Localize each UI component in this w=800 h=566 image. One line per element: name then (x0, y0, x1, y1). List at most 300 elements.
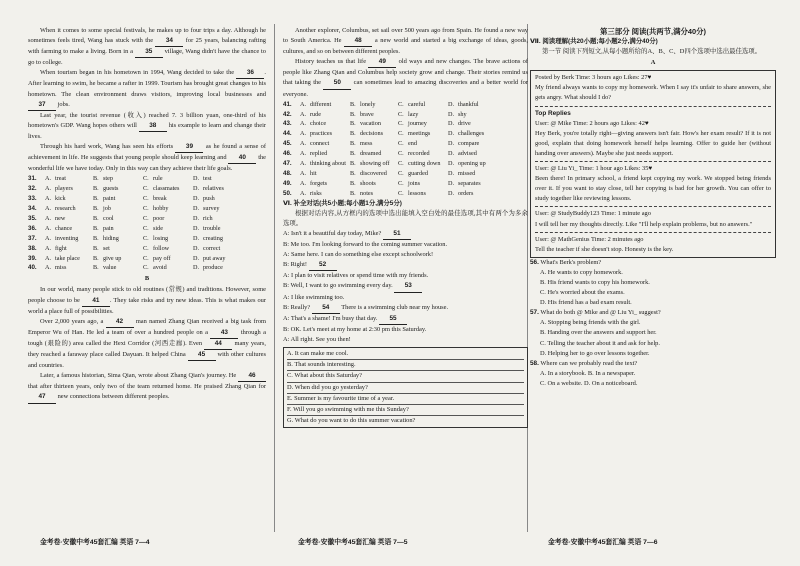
option-letter: D. (448, 100, 455, 108)
dialog-line (283, 260, 528, 271)
option-letter: B. (350, 140, 356, 148)
question-number: 32. (28, 185, 37, 193)
option-row (28, 224, 266, 234)
dialog-line (283, 335, 528, 345)
reply-body: Been there! In primary school, a friend kept copying my work. We stopped being friends over it. If you want to stay close, tell her copying is bad for her growth. You can offer to study together like reviewing lessons. (535, 175, 771, 203)
option-row (283, 169, 528, 179)
option-letter: D. (448, 150, 455, 158)
choices-box (283, 347, 528, 428)
option-c: rule (153, 175, 163, 183)
option-b: dreamed (360, 150, 382, 158)
option-d: thankful (458, 100, 479, 108)
option-letter: D. (193, 254, 200, 262)
option-c: end (408, 140, 417, 148)
reply-body: Hey Berk, you're totally right—giving answers isn't fair. How's her exam result? If it is not good, explain that doing homework herself helps learning. Offer to guide her (without handing over answers). Maybe she just needs support. (535, 129, 771, 157)
option-b: hiding (103, 234, 119, 242)
option-d: creating (203, 234, 223, 242)
blank-40: 40 (228, 153, 256, 164)
paragraph: When tourism began in his hometown in 1994, Wang decided to take the 36 . After learning to swim, he became a rafter in 1999. Tourism has brought great changes to his hometown. The clean environment draws visitors, improving local businesses and 37 jobs. (28, 68, 266, 110)
option-d: produce (203, 264, 223, 272)
option-letter: D. (448, 110, 455, 118)
option-letter: A. (300, 170, 307, 177)
option-d: opening up (458, 160, 486, 168)
answer-option: B. His friend wants to copy his homework. (540, 278, 650, 286)
option-letter: C. (143, 195, 149, 203)
reply-body: I will tell her my thoughts directly. Like "I'll help explain problems, but no answers." (535, 220, 753, 228)
reply-meta: User: @ MathGenius Time: 2 minutes ago (535, 235, 644, 243)
option-row (28, 254, 266, 264)
questions-list (530, 258, 776, 389)
option-b: vacation (360, 120, 381, 128)
question-number: 43. (283, 120, 292, 128)
option-letter: B. (93, 244, 99, 252)
dialog-line (283, 303, 528, 314)
option-row (28, 174, 266, 184)
divider (535, 106, 771, 107)
option-letter: A. (300, 150, 307, 158)
top-replies-heading: Top Replies (535, 109, 571, 117)
option-letter: A. (45, 214, 52, 222)
option-letter: C. (398, 120, 404, 128)
blank-42: 42 (106, 317, 134, 328)
question-number: 34. (28, 205, 37, 213)
option-a: kick (55, 195, 66, 203)
option-d: test (203, 175, 212, 183)
option-row (28, 204, 266, 214)
choice-option: B. That sounds interesting. (287, 360, 524, 371)
blank-50: 50 (323, 78, 351, 89)
option-letter: B. (93, 234, 99, 242)
option-b: shoots (360, 179, 376, 187)
question (530, 258, 776, 268)
divider (535, 206, 771, 207)
option-a: treat (55, 175, 66, 183)
option-b: discovered (360, 170, 387, 177)
option-letter: D. (193, 244, 200, 252)
blank-43: 43 (210, 328, 238, 339)
answer-option: D. His friend has a bad exam result. (540, 299, 632, 307)
option-letter: C. (143, 244, 149, 252)
options-list (283, 100, 528, 199)
option-letter: D. (448, 120, 455, 128)
option-letter: D. (448, 189, 455, 197)
option-letter: D. (193, 185, 200, 193)
option-b: value (103, 264, 117, 272)
question-text: What's Berk's problem? (540, 258, 602, 266)
option-d: push (203, 195, 215, 203)
option-letter: C. (398, 160, 404, 168)
dialog (283, 229, 528, 345)
answer-option: B. Handing over the answers and support her. (540, 329, 657, 337)
option-d: correct (203, 244, 221, 252)
dialog-text: B: OK. Let's meet at my home at 2:30 pm this Saturday. (283, 325, 427, 333)
option-letter: A. (300, 189, 307, 197)
option-c: side (153, 224, 163, 232)
option-row (283, 159, 528, 169)
option-c: hobby (153, 205, 169, 213)
option-a: players (55, 185, 73, 193)
option-letter: A. (300, 160, 307, 168)
option-c: losing (153, 234, 169, 242)
dialog-line (283, 293, 528, 303)
reply-meta: User: @ Mike Time: 2 hours ago Likes: 42♥ (535, 119, 649, 127)
option-letter: B. (350, 100, 356, 108)
question-number: 47. (283, 160, 292, 168)
option-d: challenges (458, 130, 485, 138)
option-a: hit (310, 170, 317, 177)
question-number: 35. (28, 214, 37, 222)
option-a: risks (310, 189, 322, 197)
option-c: lazy (408, 110, 419, 118)
page-footer-left: 金考卷·安徽中考45套汇编 英语 7—4 (40, 539, 150, 546)
option-letter: D. (193, 234, 200, 242)
option-letter: C. (143, 214, 149, 222)
option-c: poor (153, 214, 165, 222)
option-letter: C. (143, 205, 149, 213)
answer-option: C. He's worried about the exams. (540, 289, 625, 297)
option-a: different (310, 100, 332, 108)
reply-meta: User: @ StudyBuddy123 Time: 1 minute ago (535, 210, 651, 218)
choice-option: D. When did you go yesterday? (287, 383, 524, 394)
option-letter: D. (448, 179, 455, 187)
blank-52: 52 (309, 260, 337, 271)
middle-column (283, 26, 528, 526)
option-letter: B. (350, 179, 356, 187)
blank-36: 36 (236, 68, 264, 79)
option-c: recorded (408, 150, 430, 158)
option-b: notes (360, 189, 374, 197)
option-row (283, 179, 528, 189)
question-number: 42. (283, 110, 292, 118)
option-d: shy (458, 110, 467, 118)
question-number: 44. (283, 130, 292, 138)
option-letter: B. (350, 130, 356, 138)
dialog-line (283, 250, 528, 260)
option-b: cool (103, 214, 114, 222)
passage-label: A (650, 59, 656, 67)
option-letter: D. (448, 160, 455, 168)
option-letter: B. (93, 264, 99, 272)
forum-box (530, 70, 776, 258)
choice-option: F. Will you go swimming with me this Sunday? (287, 405, 524, 416)
paragraph: Over 2,000 years ago, a 42 man named Zhang Qian received a big task from Emperor Wu of Han. He led a team of over a hundred people on a 43 through a tough (艰险的) area called the Hexi Corridor (河西走廊). Even 44 many years, they reached a faraway place called Dayuan. It helped China 45 with other cultures and countries. (28, 317, 266, 370)
option-letter: C. (143, 185, 149, 193)
choice-option: G. What do you want to do this summer vacation? (287, 417, 416, 425)
blank-53: 53 (394, 281, 422, 292)
page-footer-middle: 金考卷·安徽中考45套汇编 英语 7—5 (298, 539, 408, 546)
option-letter: A. (45, 244, 52, 252)
question-text: What do both @ Mike and @ Liu Yi_ suggest? (540, 309, 661, 317)
option-row (28, 263, 266, 273)
option-a: inventing (55, 234, 79, 242)
option-letter: C. (143, 175, 149, 183)
option-c: careful (408, 100, 426, 108)
question-number: 41. (283, 100, 292, 108)
question-text: Where can we probably read the text? (540, 359, 638, 367)
option-d: put away (203, 254, 226, 262)
blank-41: 41 (82, 296, 110, 307)
question (530, 308, 776, 318)
blank-55: 55 (379, 314, 407, 325)
question-number: 49. (283, 179, 292, 187)
dialog-text: A: I plan to visit relatives or spend time with my friends. (283, 272, 429, 280)
question-number: 45. (283, 140, 292, 148)
blank-37: 37 (28, 100, 56, 111)
question-number: 56. (530, 258, 539, 266)
answer-option: D. Helping her to go over lessons together. (540, 349, 650, 357)
option-c: follow (153, 244, 170, 252)
option-d: drive (458, 120, 471, 128)
option-letter: C. (143, 254, 149, 262)
right-column (530, 26, 776, 526)
answer-option: A. He wants to copy homework. (540, 268, 623, 276)
option-letter: D. (448, 170, 455, 177)
option-b: guests (103, 185, 119, 193)
option-d: survey (203, 205, 220, 213)
option-row (283, 129, 528, 139)
option-row (283, 100, 528, 110)
option-letter: A. (300, 179, 307, 187)
answer-option: A. In a storybook. B. In a newspaper. (540, 369, 636, 377)
section-b-label: B (144, 275, 150, 283)
option-c: meetings (408, 130, 431, 138)
option-letter: B. (350, 150, 356, 158)
option-letter: A. (45, 205, 52, 213)
option-d: relatives (203, 185, 224, 193)
option-letter: C. (143, 264, 149, 272)
option-letter: A. (45, 254, 52, 262)
instructions: 第一节 阅读下列短文,从每小题所给的A、B、C、D四个选项中选出最佳选项。 (542, 48, 762, 56)
option-d: rich (203, 214, 213, 222)
blank-44: 44 (204, 339, 232, 350)
option-row (28, 214, 266, 224)
question-number: 39. (28, 254, 37, 262)
option-letter: A. (300, 120, 307, 128)
option-row (28, 194, 266, 204)
option-letter: C. (143, 234, 149, 242)
option-letter: A. (45, 175, 52, 183)
question-number: 46. (283, 150, 292, 158)
option-letter: D. (448, 130, 455, 138)
answer-option: A. Stopping being friends with the girl. (540, 319, 641, 327)
option-c: classmates (153, 185, 180, 193)
option-a: chance (55, 224, 73, 232)
question-number: 31. (28, 175, 37, 183)
option-b: pain (103, 224, 114, 232)
question-number: 33. (28, 195, 37, 203)
column-divider (274, 24, 275, 532)
blank-49: 49 (368, 57, 396, 68)
blank-34: 34 (155, 36, 183, 47)
dialog-line (283, 325, 528, 335)
option-b: decisions (360, 130, 384, 138)
option-letter: B. (93, 205, 99, 213)
blank-46: 46 (238, 371, 266, 382)
section-title: Ⅶ. 阅读理解(共20小题;每小题2分,满分40分) (530, 38, 658, 45)
options-list (28, 174, 266, 273)
blank-54: 54 (312, 303, 340, 314)
option-b: mess (360, 140, 373, 148)
option-a: choice (310, 120, 327, 128)
option-letter: A. (45, 234, 52, 242)
post-meta: Posted by Berk Time: 3 hours ago Likes: 27♥ (535, 74, 652, 82)
question-number: 36. (28, 224, 37, 232)
option-c: guarded (408, 170, 428, 177)
option-b: paint (103, 195, 116, 203)
dialog-line (283, 240, 528, 250)
option-row (283, 139, 528, 149)
option-letter: B. (93, 175, 99, 183)
option-a: research (55, 205, 76, 213)
instructions: 根据对话内容,从方框内的选项中选出能填入空白处的最佳选项,其中有两个为多余选项。 (283, 209, 528, 227)
divider (535, 161, 771, 162)
dialog-line (283, 271, 528, 281)
option-row (28, 234, 266, 244)
option-a: take place (55, 254, 80, 262)
choice-option: E. Summer is my favourite time of a year. (287, 394, 524, 405)
option-c: joins (408, 179, 421, 187)
option-letter: B. (93, 224, 99, 232)
option-letter: A. (45, 264, 52, 272)
dialog-text: A: That's a shame! I'm busy that day. (283, 314, 380, 322)
blank-39: 39 (175, 142, 203, 153)
question-number: 58. (530, 359, 539, 367)
option-letter: D. (448, 140, 455, 148)
option-letter: A. (45, 185, 52, 193)
reply-body: Tell the teacher if she doesn't stop. Honesty is the key. (535, 245, 674, 253)
option-letter: C. (398, 130, 404, 138)
option-letter: A. (300, 100, 307, 108)
option-b: give up (103, 254, 122, 262)
option-row (283, 189, 528, 199)
dialog-text: There is a swimming club near my house. (339, 303, 449, 311)
left-column (28, 26, 266, 526)
question (530, 359, 776, 369)
option-d: orders (458, 189, 474, 197)
option-row (283, 110, 528, 120)
section-title: Ⅵ. 补全对话(共5小题;每小题1分,满分5分) (283, 199, 402, 207)
option-letter: C. (398, 100, 404, 108)
option-letter: B. (93, 195, 99, 203)
option-letter: C. (398, 179, 404, 187)
choice-option: C. What about this Saturday? (287, 371, 524, 382)
option-d: missed (458, 170, 476, 177)
option-a: connect (310, 140, 330, 148)
dialog-line (283, 281, 528, 292)
paragraph: History teaches us that life 49 old ways and new changes. The brave actions of people like Zhang Qian and Columbus help society grow and change. Their stories remind us that taking the 50 can sometimes lead to amazing discoveries and a better world for everyone. (283, 58, 528, 98)
option-letter: C. (398, 140, 404, 148)
dialog-text: A: Same here. I can do something else except schoolwork! (283, 251, 434, 259)
option-d: compare (458, 140, 480, 148)
divider (535, 232, 771, 233)
option-row (28, 244, 266, 254)
option-letter: C. (143, 224, 149, 232)
option-a: thinking about (310, 160, 346, 168)
option-a: replied (310, 150, 328, 158)
paragraph: When it comes to some special festivals, he makes up to four trips a day. Although he sometimes feels tired, Wang has stuck with the 34 for 25 years, balancing rafting with farming to make a living. Born in a 35 village, Wang didn't have the chance to go to college. (28, 27, 266, 67)
option-letter: B. (350, 189, 356, 197)
option-letter: D. (193, 175, 200, 183)
option-letter: C. (398, 170, 404, 177)
option-letter: B. (93, 185, 99, 193)
question-number: 37. (28, 234, 37, 242)
option-c: lessons (408, 189, 426, 197)
choice-option: A. It can make me cool. (287, 349, 524, 360)
option-a: new (55, 214, 66, 222)
question-number: 57. (530, 309, 539, 317)
dialog-line (283, 314, 528, 325)
replies-list (535, 119, 771, 255)
option-c: journey (408, 120, 427, 128)
option-letter: C. (398, 150, 404, 158)
dialog-text: A: I like swimming too. (283, 293, 345, 301)
option-b: brave (360, 110, 374, 118)
option-c: avoid (153, 264, 167, 272)
option-b: set (103, 244, 110, 252)
dialog-text: B: Right! (283, 261, 309, 269)
blank-48: 48 (344, 36, 372, 47)
option-row (28, 184, 266, 194)
question-number: 40. (28, 264, 37, 272)
option-letter: D. (193, 264, 200, 272)
blank-35: 35 (135, 47, 163, 58)
option-a: rude (310, 110, 321, 118)
option-letter: B. (93, 254, 99, 262)
part-heading: 第三部分 阅读(共两节,满分40分) (600, 27, 706, 36)
dialog-text: B: Really? (283, 303, 312, 311)
option-letter: B. (350, 170, 356, 177)
option-letter: B. (350, 120, 356, 128)
option-letter: C. (398, 189, 404, 197)
option-a: forgets (310, 179, 328, 187)
paragraph: Through his hard work, Wang has seen his efforts 39 as he found a sense of achievement in life. He suggests that young people should keep learning and 40 the wonderful life we have today. Only in this way can they achieve their life goals. (28, 143, 266, 173)
option-a: fight (55, 244, 67, 252)
post-body: My friend always wants to copy my homework. When I say it's unfair to share answers, she gets angry. What should I do? (535, 84, 771, 102)
option-d: trouble (203, 224, 221, 232)
option-c: break (153, 195, 167, 203)
option-d: advised (458, 150, 477, 158)
option-letter: D. (193, 224, 200, 232)
dialog-line (283, 229, 528, 240)
question-number: 50. (283, 189, 292, 197)
option-b: showing off (360, 160, 390, 168)
page-footer-right: 金考卷·安徽中考45套汇编 英语 7—6 (548, 539, 658, 546)
option-d: separates (458, 179, 481, 187)
option-b: job (103, 205, 111, 213)
option-letter: A. (300, 140, 307, 148)
dialog-text: B: Well, I want to go swimming every day. (283, 282, 395, 290)
option-letter: A. (45, 224, 52, 232)
option-c: pay off (153, 254, 171, 262)
question-number: 48. (283, 170, 292, 177)
paragraph: Later, a famous historian, Sima Qian, wrote about Zhang Qian's journey. He 46 that after thirteen years, only two of the team returned home. He praised Zhang Qian for 47 new connections between different peoples. (28, 371, 266, 403)
option-letter: D. (193, 205, 200, 213)
answer-option: C. On a website. D. On a noticeboard. (540, 379, 638, 387)
blank-38: 38 (139, 121, 167, 132)
option-letter: A. (300, 130, 307, 138)
option-b: step (103, 175, 113, 183)
answer-option: C. Telling the teacher about it and ask for help. (540, 339, 660, 347)
blank-51: 51 (383, 229, 411, 240)
dialog-text: A: Isn't it a beautiful day today, Mike? (283, 230, 383, 237)
paragraph: Another explorer, Columbus, set sail over 500 years ago from Spain. He found a new way to South America. He 48 a new world and started a big exchange of ideas, goods, cultures, and so on between different peoples. (283, 27, 528, 56)
option-letter: B. (350, 160, 356, 168)
dialog-text: B: Me too. I'm looking forward to the coming summer vacation. (283, 241, 448, 249)
option-row (283, 119, 528, 129)
question-number: 38. (28, 244, 37, 252)
blank-45: 45 (188, 350, 216, 361)
blank-47: 47 (28, 392, 56, 403)
